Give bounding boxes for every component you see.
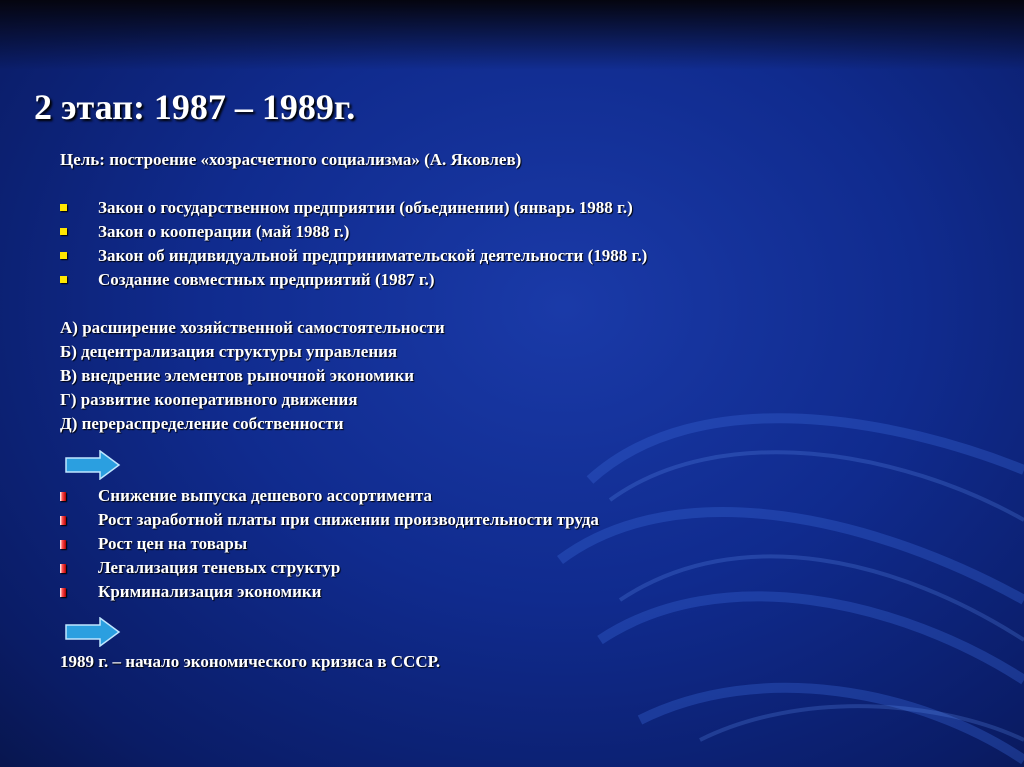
list-item: Криминализация экономики bbox=[60, 580, 599, 604]
goal-text: Цель: построение «хозрасчетного социализма» (А. Яковлев) bbox=[60, 150, 522, 169]
square-bullet-icon bbox=[60, 204, 67, 211]
list-item: А) расширение хозяйственной самостоятельности bbox=[60, 318, 445, 337]
list-item: Рост цен на товары bbox=[60, 532, 599, 556]
red-bullet-icon bbox=[60, 540, 66, 549]
list-item: Закон об индивидуальной предпринимательской деятельности (1988 г.) bbox=[60, 244, 647, 268]
list-item: Б) децентрализация структуры управления bbox=[60, 342, 398, 361]
right-arrow-icon bbox=[64, 617, 122, 647]
list-item: Создание совместных предприятий (1987 г.) bbox=[60, 268, 647, 292]
consequences-list bbox=[60, 484, 599, 604]
square-bullet-icon bbox=[60, 276, 67, 283]
red-bullet-icon bbox=[60, 588, 66, 597]
red-bullet-icon bbox=[60, 492, 66, 501]
right-arrow-icon bbox=[64, 450, 122, 480]
list-item: Закон о государственном предприятии (объединении) (январь 1988 г.) bbox=[60, 196, 647, 220]
list-item: Снижение выпуска дешевого ассортимента bbox=[60, 484, 599, 508]
square-bullet-icon bbox=[60, 252, 67, 259]
square-bullet-icon bbox=[60, 228, 67, 235]
red-bullet-icon bbox=[60, 516, 66, 525]
laws-list bbox=[60, 196, 647, 292]
list-item: Закон о кооперации (май 1988 г.) bbox=[60, 220, 647, 244]
list-item: Д) перераспределение собственности bbox=[60, 414, 344, 433]
list-item: Рост заработной платы при снижении производительности труда bbox=[60, 508, 599, 532]
red-bullet-icon bbox=[60, 564, 66, 573]
slide-title: 2 этап: 1987 – 1989г. bbox=[34, 87, 356, 127]
directions-list bbox=[60, 316, 445, 436]
conclusion-text: 1989 г. – начало экономического кризиса в СССР. bbox=[60, 652, 441, 671]
list-item: В) внедрение элементов рыночной экономики bbox=[60, 366, 415, 385]
list-item: Г) развитие кооперативного движения bbox=[60, 390, 358, 409]
list-item: Легализация теневых структур bbox=[60, 556, 599, 580]
